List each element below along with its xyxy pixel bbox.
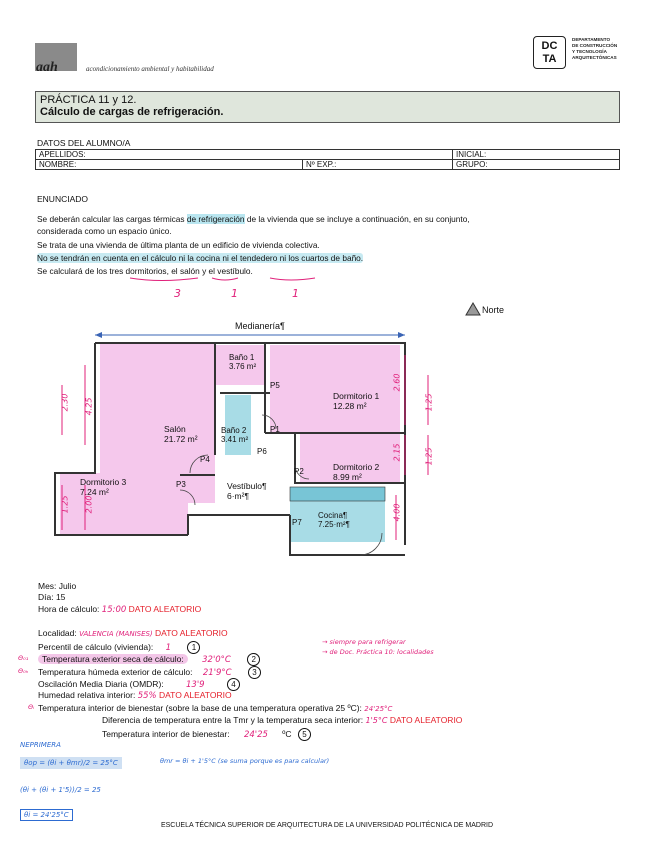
inicial-field[interactable]: INICIAL:: [453, 150, 620, 160]
formula-1: θop = (θi + θmr)/2 = 25°C: [20, 757, 122, 769]
enunciado-p2: Se trata de una vivienda de última planta de un edificio de vivienda colectiva.: [37, 240, 320, 250]
practice-title-box: [35, 91, 620, 123]
formula-2: θmr = θi + 1'5°C (se suma porque es para calcular): [160, 757, 330, 765]
room-cocina: Cocina¶ 7.25·m²¶: [318, 511, 350, 529]
left-mark-3: Θᵢ: [28, 703, 35, 711]
left-mark-2: Θ₀ₕ: [18, 667, 29, 675]
door-p1: P1: [270, 425, 280, 434]
mes-line: Mes: Julio: [38, 581, 77, 591]
enunciado-heading: ENUNCIADO: [37, 194, 89, 204]
highlight-refrigeracion: de refrigeración: [186, 214, 245, 224]
door-p4: P4: [200, 455, 210, 464]
room-dormitorio2: Dormitorio 2 8.99 m²: [333, 462, 380, 482]
door-p6: P6: [257, 447, 267, 456]
mark-three: 3: [174, 287, 181, 300]
door-p5: P5: [270, 381, 280, 390]
school-footer: ESCUELA TÉCNICA SUPERIOR DE ARQUITECTURA DE LA UNIVERSIDAD POLITÉCNICA DE MADRID: [160, 822, 494, 829]
north-label: Norte: [482, 305, 505, 315]
room-dormitorio3: Dormitorio 3 7.24 m²: [80, 477, 127, 497]
dim-1-25-c: 1.25: [60, 495, 70, 514]
formula-3: (θi + (θi + 1'5))/2 = 25: [20, 786, 101, 794]
temp-ext-line: Temperatura exterior seca de cálculo: 32'0°C 2: [38, 653, 260, 666]
room-salon: Salón 21.72 m²: [164, 424, 198, 444]
room-vestibulo: Vestíbulo¶ 6·m²¶: [227, 481, 267, 501]
enunciado-p1: Se deberán calcular las cargas térmicas de refrigeración de la vivienda que se incluye a continuación, en su conjunto,: [37, 214, 470, 224]
formula-title: NEPRIMERA: [20, 741, 61, 749]
student-data-table: [35, 149, 620, 170]
aah-logo-text: aah: [36, 60, 58, 75]
enunciado-p3: No se tendrán en cuenta en el cálculo ni la cocina ni el tendedero ni los cuartos de baño.: [37, 253, 364, 263]
enunciado-p1c: considerada como un espacio único.: [37, 226, 172, 236]
apellidos-field[interactable]: APELLIDOS:: [36, 150, 453, 160]
dim-2-60: 2.60: [392, 373, 402, 392]
dept-name: DEPARTAMENTO DE CONSTRUCCIÓN Y TECNOLOGÍA ARQUITECTÓNICAS: [572, 37, 618, 60]
grupo-field[interactable]: GRUPO:: [453, 160, 620, 170]
left-mark-1: Θ₀₁: [18, 654, 29, 662]
mark-one-b: 1: [292, 287, 299, 300]
dia-line: Día: 15: [38, 592, 66, 602]
mark-one-a: 1: [231, 287, 238, 300]
door-p3: P3: [176, 480, 186, 489]
dim-2-30: 2.30: [60, 393, 70, 412]
door-p7: P7: [292, 518, 302, 527]
localidad-line: Localidad: VALENCIA (MANISES) DATO ALEATORIO: [38, 628, 228, 638]
dim-4-25: 4.25: [84, 397, 94, 416]
hora-line: Hora de cálculo: 15:00 DATO ALEATORIO: [38, 604, 202, 615]
room-bano1: Baño 1 3.76 m²: [229, 353, 257, 371]
room-bano2: Baño 2 3.41 m²: [221, 426, 249, 444]
north-triangle-icon: [465, 302, 481, 316]
diferencia-line: Diferencia de temperatura entre la Tmr y la temperatura seca interior: 1'5°C DATO ALEATORIO: [102, 715, 463, 725]
student-data-heading: DATOS DEL ALUMNO/A: [37, 138, 131, 148]
temp-int-line: Temperatura interior de bienestar (sobre la base de una temperatura operativa 25 ºC): 24'25°C: [38, 703, 393, 713]
medianeria-label: Medianería¶: [235, 321, 285, 331]
side-note-2: → de Doc. Práctica 10: localidades: [322, 648, 434, 656]
dim-2-15: 2.15: [392, 443, 402, 462]
dim-1-25-a: 1.25: [424, 393, 434, 412]
dim-4-00: 4.00: [392, 503, 402, 522]
room-dormitorio1: Dormitorio 1 12.28 m²: [333, 391, 380, 411]
practice-title: Cálculo de cargas de refrigeración.: [40, 106, 224, 118]
dim-1-25-b: 1.25: [424, 447, 434, 466]
bienestar-line: Temperatura interior de bienestar: 24'25 ºC 5: [102, 728, 311, 741]
practice-number: PRÁCTICA 11 y 12.: [40, 94, 137, 106]
oscilacion-line: Oscilación Media Diaria (OMDR): 13'9 4: [38, 678, 240, 691]
nexp-field[interactable]: Nº EXP.:: [303, 160, 453, 170]
nombre-field[interactable]: NOMBRE:: [36, 160, 303, 170]
aah-logo-subtitle: acondicionamiento ambiental y habitabilidad: [86, 65, 214, 73]
humedad-line: Humedad relativa interior: 55% DATO ALEATORIO: [38, 690, 232, 701]
temp-hum-line: Temperatura húmeda exterior de cálculo: 21'9°C 3: [38, 666, 261, 679]
formula-4: θi = 24'25°C: [20, 809, 73, 821]
enunciado-p4: Se calculará de los tres dormitorios, el salón y el vestíbulo.: [37, 266, 253, 276]
dim-2-00: 2.00: [84, 495, 94, 514]
side-note-1: → siempre para refrigerar: [322, 638, 406, 646]
percentil-line: Percentil de cálculo (vivienda): 1 1: [38, 641, 200, 654]
dcta-logo: DC TA: [533, 36, 566, 69]
door-p2: P2: [294, 467, 304, 476]
